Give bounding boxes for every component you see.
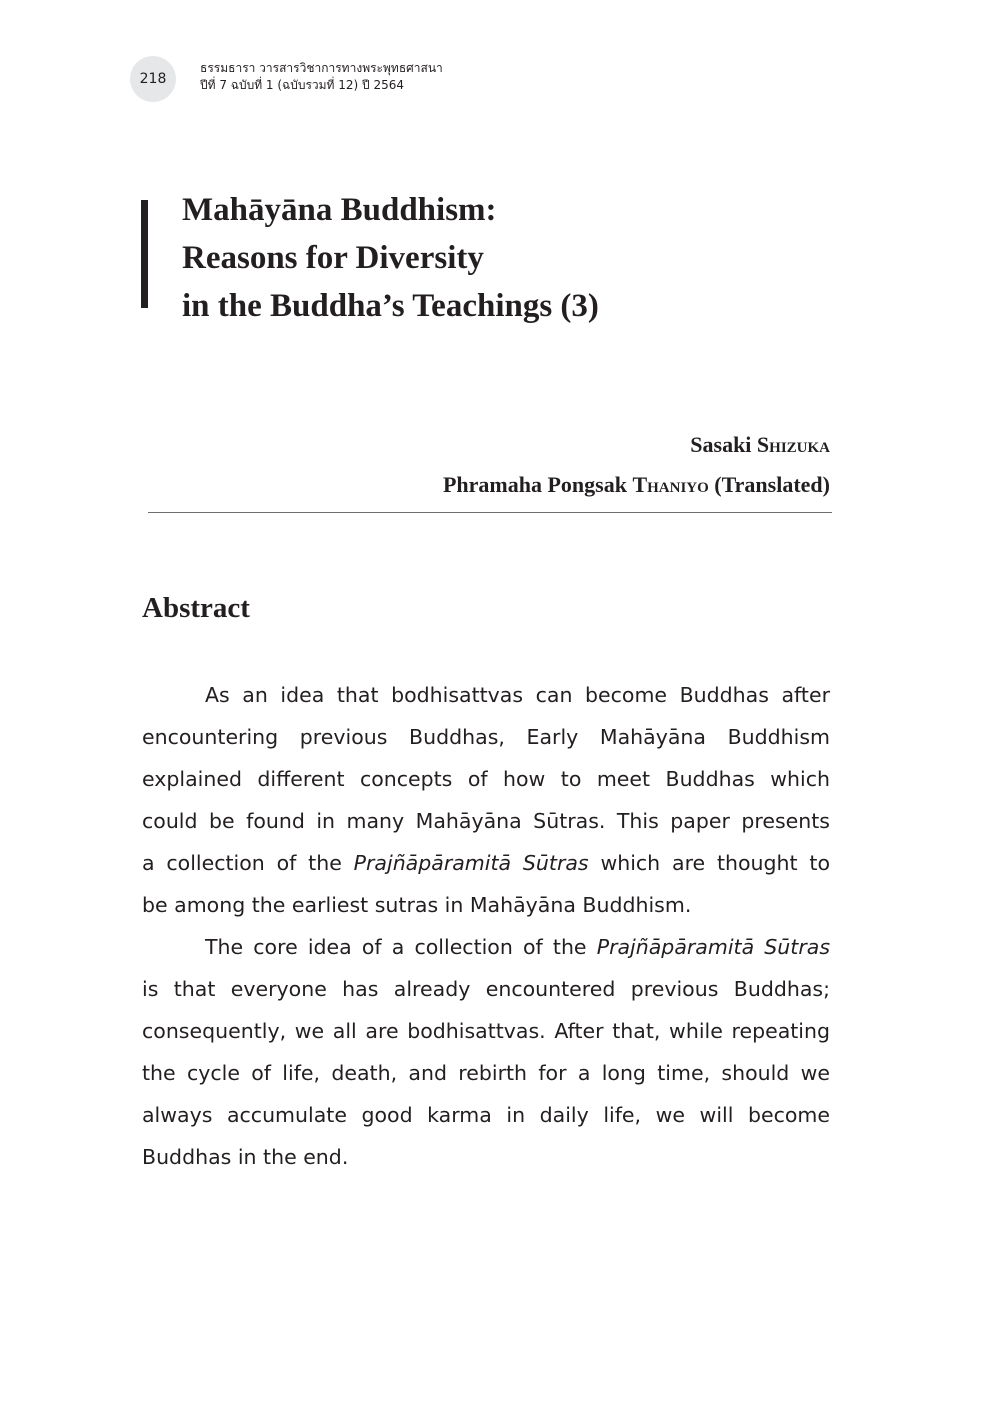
p2-line-4: the cycle of life, death, and rebirth for a long time, should we (142, 1061, 830, 1085)
author-2-given-name: Phramaha Pongsak (442, 472, 627, 497)
p2-line-1 (142, 926, 830, 968)
page-number: 218 (139, 71, 167, 87)
title-line-2: Reasons for Diversity (182, 240, 484, 276)
author-2-role: (Translated) (714, 472, 830, 497)
p1-line-2: encountering previous Buddhas, Early Mahāyāna Buddhism (142, 725, 830, 749)
p2-line-1-pre: The core idea of a collection of the (205, 935, 597, 959)
p1-line-5-pre: a collection of the (142, 851, 354, 875)
journal-name: ธรรมธารา วารสารวิชาการทางพระพุทธศาสนา (200, 61, 443, 75)
author-2-family-name: Thaniyo (632, 472, 709, 497)
p1-line-3: explained different concepts of how to meet Buddhas which (142, 767, 830, 791)
p1-line-6: be among the earliest sutras in Mahāyāna Buddhism. (142, 893, 692, 917)
abstract-paragraph-2 (142, 926, 830, 1178)
p2-line-3: consequently, we all are bodhisattvas. After that, while repeating (142, 1019, 830, 1043)
p1-line-5-italic: Prajñāpāramitā Sūtras (353, 851, 589, 875)
article-title (182, 186, 599, 330)
author-1-given-name: Sasaki (690, 432, 752, 457)
author-2 (443, 465, 830, 505)
title-accent-bar (141, 200, 148, 308)
page-number-badge (130, 56, 176, 102)
p1-line-5 (142, 842, 830, 884)
journal-header (200, 60, 443, 94)
p2-line-2: is that everyone has already encountered previous Buddhas; (142, 977, 830, 1001)
title-line-1: Mahāyāna Buddhism: (182, 192, 497, 228)
issue-info: ปีที่ 7 ฉบับที่ 1 (ฉบับรวมที่ 12) ปี 2564 (200, 78, 405, 92)
abstract-heading: Abstract (142, 592, 250, 624)
p2-line-5: always accumulate good karma in daily life, we will become (142, 1103, 830, 1127)
author-1 (443, 425, 830, 465)
p1-line-1: As an idea that bodhisattvas can become Buddhas after (205, 683, 830, 707)
header-divider (148, 512, 832, 513)
p1-line-5-post: which are thought to (588, 851, 830, 875)
author-1-family-name: Shizuka (756, 432, 830, 457)
author-block (443, 425, 830, 505)
p2-line-1-italic: Prajñāpāramitā Sūtras (596, 935, 831, 959)
abstract-paragraph-1 (142, 674, 830, 926)
title-line-3: in the Buddha’s Teachings (3) (182, 288, 599, 324)
p1-line-4: could be found in many Mahāyāna Sūtras. This paper presents (142, 809, 830, 833)
p2-line-6: Buddhas in the end. (142, 1145, 349, 1169)
abstract-body (142, 674, 830, 1178)
